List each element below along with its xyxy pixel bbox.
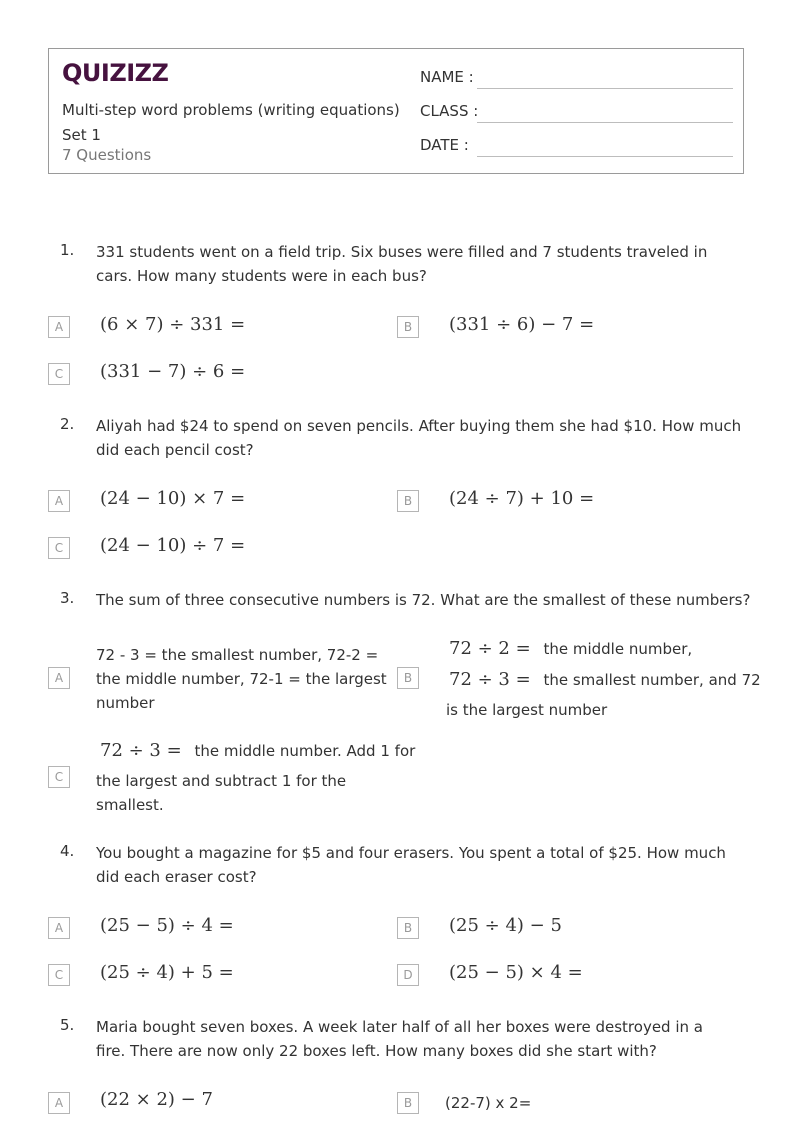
option-text[interactable]: smallest. xyxy=(96,796,164,814)
option-math[interactable]: (25 ÷ 4) + 5 = xyxy=(100,962,234,983)
option-letter[interactable]: D xyxy=(397,964,419,986)
question-text: You bought a magazine for $5 and four erasers. You spent a total of $25. How much did each eraser cost? xyxy=(96,844,726,886)
date-line[interactable] xyxy=(477,156,733,157)
name-line[interactable] xyxy=(477,88,733,89)
date-label: DATE : xyxy=(420,136,469,154)
option-math[interactable]: (22 × 2) − 7 xyxy=(100,1089,213,1110)
option-letter[interactable]: A xyxy=(48,1092,70,1114)
option-math[interactable]: (331 ÷ 6) − 7 = xyxy=(449,314,595,335)
option-line[interactable] xyxy=(449,637,692,661)
question-count: 7 Questions xyxy=(62,146,152,164)
option-letter[interactable]: B xyxy=(397,316,419,338)
option-line[interactable] xyxy=(449,668,761,692)
class-label: CLASS : xyxy=(420,102,479,120)
question-number: 4. xyxy=(60,842,75,860)
question-number: 5. xyxy=(60,1016,75,1034)
option-math[interactable]: (6 × 7) ÷ 331 = xyxy=(100,314,246,335)
option-text[interactable]: 72 - 3 = the smallest number, 72-2 = the middle number, 72-1 = the largest number xyxy=(96,646,387,712)
question-text: The sum of three consecutive numbers is 72. What are the smallest of these numbers? xyxy=(96,591,751,609)
question-text: 331 students went on a field trip. Six buses were filled and 7 students traveled in cars. How many students were in each bus? xyxy=(96,243,708,285)
question-text: Maria bought seven boxes. A week later half of all her boxes were destroyed in a fire. There are now only 22 boxes left. How many boxes did she start with? xyxy=(96,1018,703,1060)
option-math: 72 ÷ 2 = xyxy=(449,638,531,659)
option-math[interactable]: (25 − 5) × 4 = xyxy=(449,962,583,983)
option-text: the middle number, xyxy=(543,640,693,658)
worksheet-title: Multi-step word problems (writing equations) xyxy=(62,101,400,119)
option-math: 72 ÷ 3 = xyxy=(449,669,531,690)
option-math[interactable]: (24 − 10) × 7 = xyxy=(100,488,246,509)
option-letter[interactable]: B xyxy=(397,1092,419,1114)
option-text[interactable]: is the largest number xyxy=(446,701,608,719)
option-letter[interactable]: C xyxy=(48,537,70,559)
option-letter[interactable]: A xyxy=(48,667,70,689)
option-line[interactable] xyxy=(100,739,415,763)
option-letter[interactable]: B xyxy=(397,490,419,512)
worksheet-set: Set 1 xyxy=(62,126,101,144)
option-letter[interactable]: C xyxy=(48,363,70,385)
option-math[interactable]: (25 − 5) ÷ 4 = xyxy=(100,915,234,936)
option-math: 72 ÷ 3 = xyxy=(100,740,182,761)
option-letter[interactable]: A xyxy=(48,917,70,939)
option-math[interactable]: (24 − 10) ÷ 7 = xyxy=(100,535,246,556)
question-number: 1. xyxy=(60,241,75,259)
question-number: 2. xyxy=(60,415,75,433)
option-math[interactable]: (25 ÷ 4) − 5 xyxy=(449,915,562,936)
name-label: NAME : xyxy=(420,68,474,86)
quizizz-logo: QUIZIZZ xyxy=(62,59,169,87)
option-math[interactable]: (331 − 7) ÷ 6 = xyxy=(100,361,246,382)
option-letter[interactable]: A xyxy=(48,316,70,338)
option-letter[interactable]: B xyxy=(397,917,419,939)
class-line[interactable] xyxy=(477,122,733,123)
option-letter[interactable]: C xyxy=(48,766,70,788)
question-text: Aliyah had $24 to spend on seven pencils. After buying them she had $10. How much did each pencil cost? xyxy=(96,417,742,459)
option-text[interactable]: the largest and subtract 1 for the xyxy=(96,772,347,790)
option-letter[interactable]: B xyxy=(397,667,419,689)
worksheet-header xyxy=(48,48,744,174)
option-text: the smallest number, and 72 xyxy=(543,671,761,689)
option-letter[interactable]: A xyxy=(48,490,70,512)
option-letter[interactable]: C xyxy=(48,964,70,986)
option-math[interactable]: (24 ÷ 7) + 10 = xyxy=(449,488,595,509)
option-text: the middle number. Add 1 for xyxy=(194,742,416,760)
option-text[interactable]: (22-7) x 2= xyxy=(445,1094,532,1112)
question-number: 3. xyxy=(60,589,75,607)
